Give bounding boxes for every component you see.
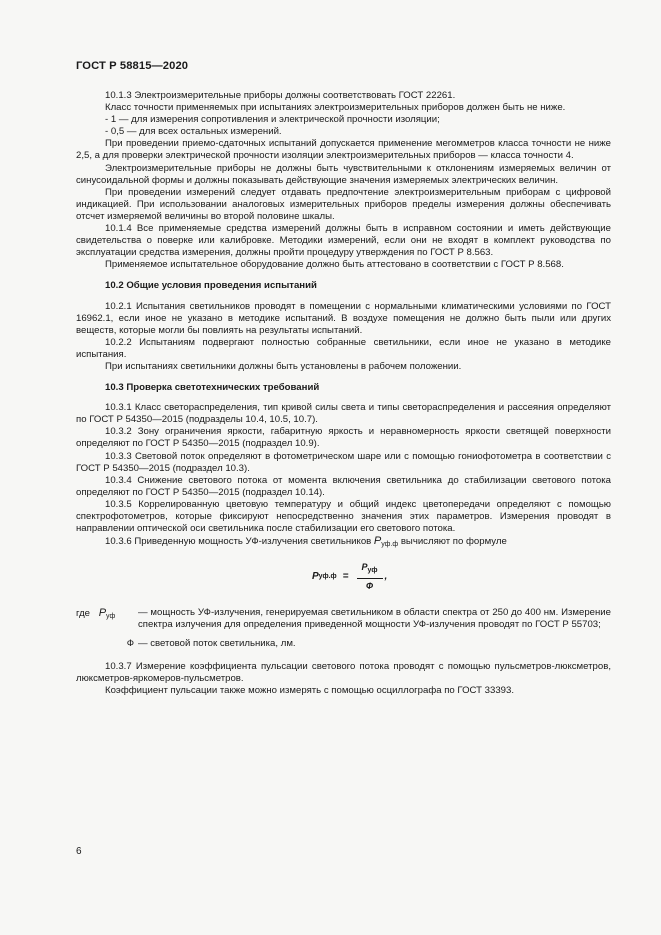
definition-row bbox=[76, 607, 611, 631]
formula-lhs: P bbox=[312, 570, 319, 582]
list-item: - 1 — для измерения сопротивления и электрической прочности изоляции; bbox=[105, 114, 440, 126]
paragraph: 10.3.5 Коррелированную цветовую температуру и общий индекс цветопередачи определяют с помощью спектрофотометров, которые фиксируют непосредственно значения этих параметров. Измерения проводят в направлении оптической оси светильника после стабилизации его светового потока. bbox=[76, 498, 611, 535]
paragraph: 10.3.2 Зону ограничения яркости, габаритную яркость и неравномерность яркости светящей поверхности определяют по ГОСТ Р 54350—2015 (подраздел 10.9). bbox=[76, 426, 611, 450]
paragraph: 10.3.4 Снижение светового потока от момента включения светильника до стабилизации светового потока определяют по ГОСТ Р 54350—2015 (подраздел 10.14). bbox=[76, 474, 611, 498]
paragraph: При проведении измерений следует отдавать предпочтение электроизмерительным приборам с цифровой индикацией. При использовании аналоговых измерительных приборов пределы измерения должны обеспечивать отсчет измеряемой величины во второй половине шкалы. bbox=[76, 186, 611, 222]
symbol-p: P bbox=[98, 607, 107, 620]
paragraph: 10.1.4 Все применяемые средства измерений должны быть в исправном состоянии и иметь действующие свидетельства о поверке или калибровке. Методики измерений, если они не входят в комплект руководства по эксплуатации средства измерения, должны пройти процедуру утверждения по ГОСТ Р 8.563. bbox=[76, 223, 611, 259]
formula bbox=[76, 555, 611, 601]
definition-symbol: Ф bbox=[126, 638, 134, 650]
paragraph: Коэффициент пульсации также можно измерять с помощью осциллографа по ГОСТ 33393. bbox=[105, 684, 515, 696]
paragraph: При испытаниях светильники должны быть установлены в рабочем положении. bbox=[105, 360, 462, 372]
formula-symbol: P bbox=[373, 535, 382, 548]
page-number: 6 bbox=[76, 846, 82, 857]
paragraph: При проведении приемо-сдаточных испытаний допускается применение мегомметров класса точности не ниже 2,5, а для проверки электрической прочности изоляции электроизмерительных приборов — класса точности 4. bbox=[76, 138, 611, 162]
paragraph: 10.3.1 Класс светораспределения, тип кривой силы света и типы светораспределения и рассеяния определяют по ГОСТ Р 54350—2015 (подразделы 10.4, 10.5, 10.7). bbox=[76, 402, 611, 426]
paragraph: 10.2.2 Испытаниям подвергают полностью собранные светильники, если иное не указано в методике испытания. bbox=[76, 336, 611, 360]
definition-text: — мощность УФ-излучения, генерируемая светильником в области спектра от 250 до 400 нм. Измерение спектра излучения для определения приведенной мощности УФ-излучения проводят по ГОСТ Р 55703; bbox=[138, 607, 611, 631]
paragraph-text: вычисляют по формуле bbox=[400, 536, 507, 548]
formula-end: , bbox=[384, 570, 388, 582]
document-header: ГОСТ Р 58815—2020 bbox=[76, 60, 189, 72]
definition-row bbox=[76, 638, 611, 650]
symbol-subscript: уф bbox=[106, 613, 116, 621]
paragraph-text: 10.3.6 Приведенную мощность УФ-излучения светильников bbox=[105, 536, 372, 548]
document-body bbox=[76, 90, 611, 697]
paragraph: 10.2.1 Испытания светильников проводят в помещении с нормальными климатическими условиями по ГОСТ 16962.1, если иное не указано в методике испытаний. В воздухе помещения не должно быть пыли или других веществ, которые могли бы повлиять на результаты испытаний. bbox=[76, 300, 611, 336]
paragraph: Применяемое испытательное оборудование должно быть аттестовано в соответствии с ГОСТ Р 8.568. bbox=[105, 259, 564, 271]
paragraph: 10.3.3 Световой поток определяют в фотометрическом шаре или с помощью гониофотометра в соответствии с ГОСТ Р 54350—2015 (подраздел 10.3). bbox=[76, 450, 611, 474]
paragraph: 10.1.3 Электроизмерительные приборы должны соответствовать ГОСТ 22261. bbox=[105, 90, 456, 101]
paragraph bbox=[76, 535, 611, 551]
paragraph: 10.3.7 Измерение коэффициента пульсации светового потока проводят с помощью пульсметров-люксметров, люксметров-яркомеров-пульсметров. bbox=[76, 660, 611, 684]
formula-fraction bbox=[357, 561, 383, 592]
fraction-bar bbox=[357, 578, 383, 579]
where-word: где bbox=[76, 608, 91, 620]
paragraph: Класс точности применяемых при испытаниях электроизмерительных приборов должен быть не ниже. bbox=[105, 102, 566, 114]
section-heading: 10.3 Проверка светотехнических требований bbox=[105, 382, 320, 394]
formula-equals: = bbox=[342, 570, 349, 582]
formula-numerator: P bbox=[361, 562, 368, 573]
definition-symbol bbox=[76, 607, 138, 631]
formula-denominator: Ф bbox=[366, 581, 374, 592]
formula-numerator-subscript: уф bbox=[367, 567, 378, 575]
definition-text: — световой поток светильника, лм. bbox=[138, 638, 296, 650]
formula-subscript: уф.ф bbox=[381, 541, 399, 549]
formula-lhs-subscript: уф.ф bbox=[318, 572, 337, 580]
list-item: - 0,5 — для всех остальных измерений. bbox=[105, 126, 282, 138]
paragraph: Электроизмерительные приборы не должны быть чувствительными к отклонениям измеряемых величин от синусоидальной формы и должны показывать действующие значения измеряемых электрических величин. bbox=[76, 162, 611, 186]
section-heading: 10.2 Общие условия проведения испытаний bbox=[105, 280, 317, 292]
